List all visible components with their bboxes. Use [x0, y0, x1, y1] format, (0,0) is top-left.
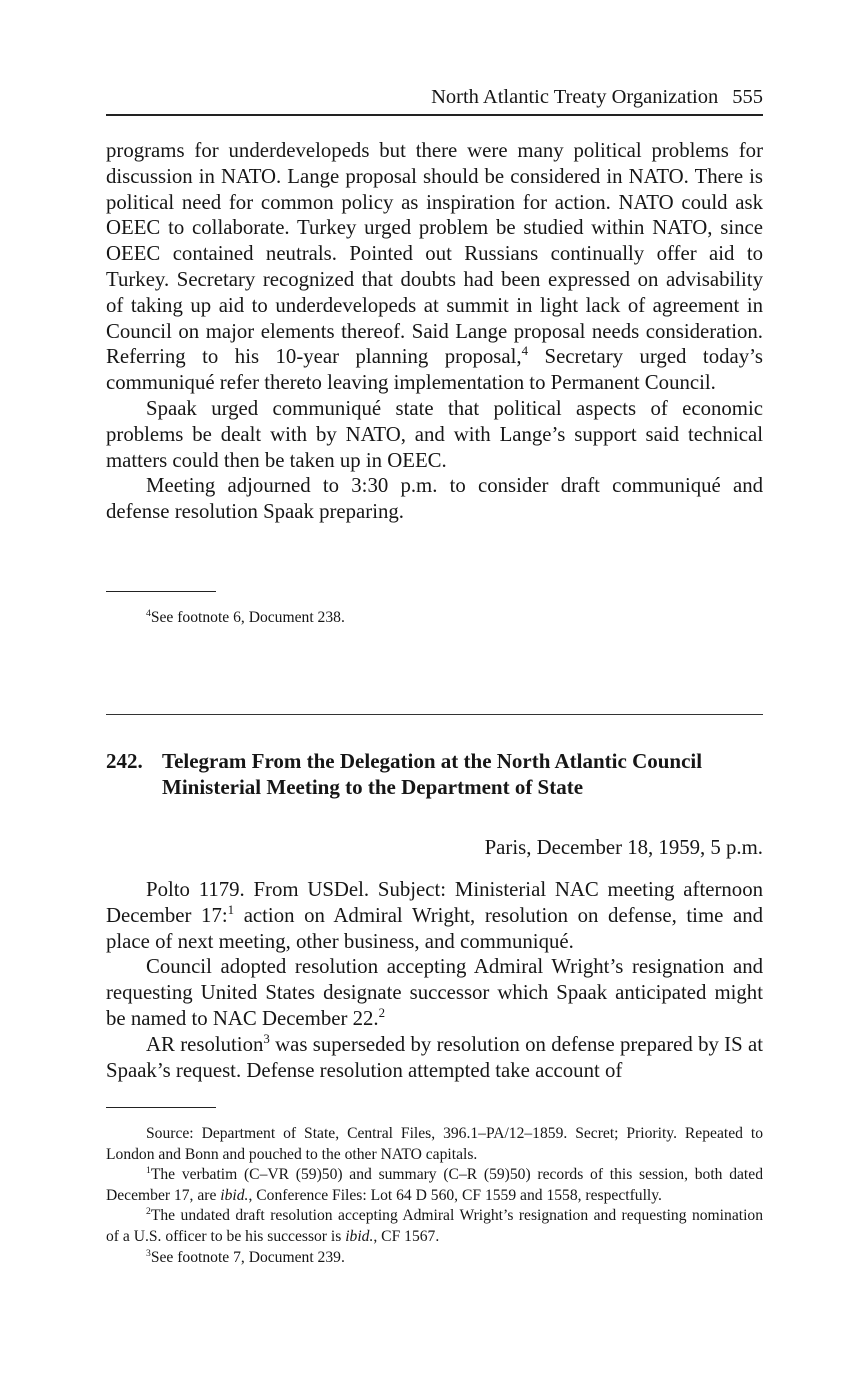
footnote-number: 2 [146, 1206, 151, 1218]
document-paragraph-1: Polto 1179. From USDel. Subject: Ministerial NAC meeting afternoon December 17:$^1$ action on Admiral Wright, resolution on defense, time and place of next meeting, other business, and communiqué. [106, 878, 763, 953]
footnote-number: 3 [146, 1247, 151, 1259]
footnote-separator [106, 1107, 216, 1108]
document-title: Telegram From the Delegation at the North Atlantic Council Ministerial Meeting to the Department of State [162, 749, 703, 799]
document-number: 242. [106, 749, 143, 773]
document-paragraph-2: Council adopted resolution accepting Admiral Wright’s resignation and requesting United States designate successor which Spaak anticipated might be named to NAC December 22.$^2$ [106, 955, 763, 1030]
running-head [431, 86, 763, 109]
running-head-title: North Atlantic Treaty Organization [431, 86, 719, 108]
document-paragraph-3: AR resolution$^3$ was superseded by resolution on defense prepared by IS at Spaak’s request. Defense resolution attempted take account of [106, 1031, 763, 1082]
page-number: 555 [732, 86, 763, 108]
continued-paragraph-1: programs for underdevelopeds but there were many political problems for discussion in NATO. Lange proposal should be considered in NATO. There is political need for common policy as inspiration for action. NATO could ask OEEC to collaborate. Turkey urged problem be studied within NATO, since OEEC contained neutrals. Pointed out Russians continually offer aid to Turkey. Secretary recognized that doubts had been expressed on advisability of taking up aid to underdevelopeds at summit in light lack of agreement in Council on major elements thereof. Said Lange proposal needs consideration. Referring to his 10-year planning proposal,$^4$ Secretary urged today’s communiqué refer thereto leaving implementation to Permanent Council. [106, 139, 764, 395]
footnote-number: 1 [146, 1165, 151, 1177]
footnote-ref: 2 [378, 1006, 386, 1020]
document-heading [106, 748, 763, 800]
source-note: Source: Department of State, Central Files, 396.1–PA/12–1859. Secret; Priority. Repeated to London and Bonn and pouched to the other NATO capitals. [106, 1125, 763, 1163]
footnote-separator [106, 591, 216, 592]
continued-paragraph-3: Meeting adjourned to 3:30 p.m. to consider draft communiqué and defense resolution Spaak preparing. [106, 474, 763, 524]
footnote-block-top [106, 608, 763, 629]
footnote-block-bottom [106, 1124, 763, 1268]
header-rule [106, 114, 763, 116]
footnote-ref: 4 [521, 344, 529, 359]
continued-section [106, 138, 763, 525]
footnote-3: $^3$See footnote 7, Document 239. [146, 1247, 345, 1266]
document-separator-rule [106, 714, 763, 715]
footnote-4: $^4$See footnote 6, Document 238. [146, 608, 345, 626]
document-body [106, 877, 763, 1083]
footnote-ref: 1 [227, 902, 235, 917]
dateline: Paris, December 18, 1959, 5 p.m. [484, 836, 763, 859]
footnote-1: $^1$The verbatim (C–VR (59)50) and summary (C–R (59)50) records of this session, both dated December 17, are ibid., Conference Files: Lot 64 D 560, CF 1559 and 1558, respectfully. [106, 1165, 763, 1204]
footnote-number: 4 [146, 608, 151, 620]
footnote-2: $^2$The undated draft resolution accepting Admiral Wright’s resignation and requesting nomination of a U.S. officer to be his successor is ibid., CF 1567. [106, 1206, 763, 1245]
continued-paragraph-2: Spaak urged communiqué state that political aspects of economic problems be dealt with by NATO, and with Lange’s support said technical matters could then be taken up in OEEC. [106, 396, 763, 472]
footnote-ref: 3 [263, 1031, 270, 1046]
